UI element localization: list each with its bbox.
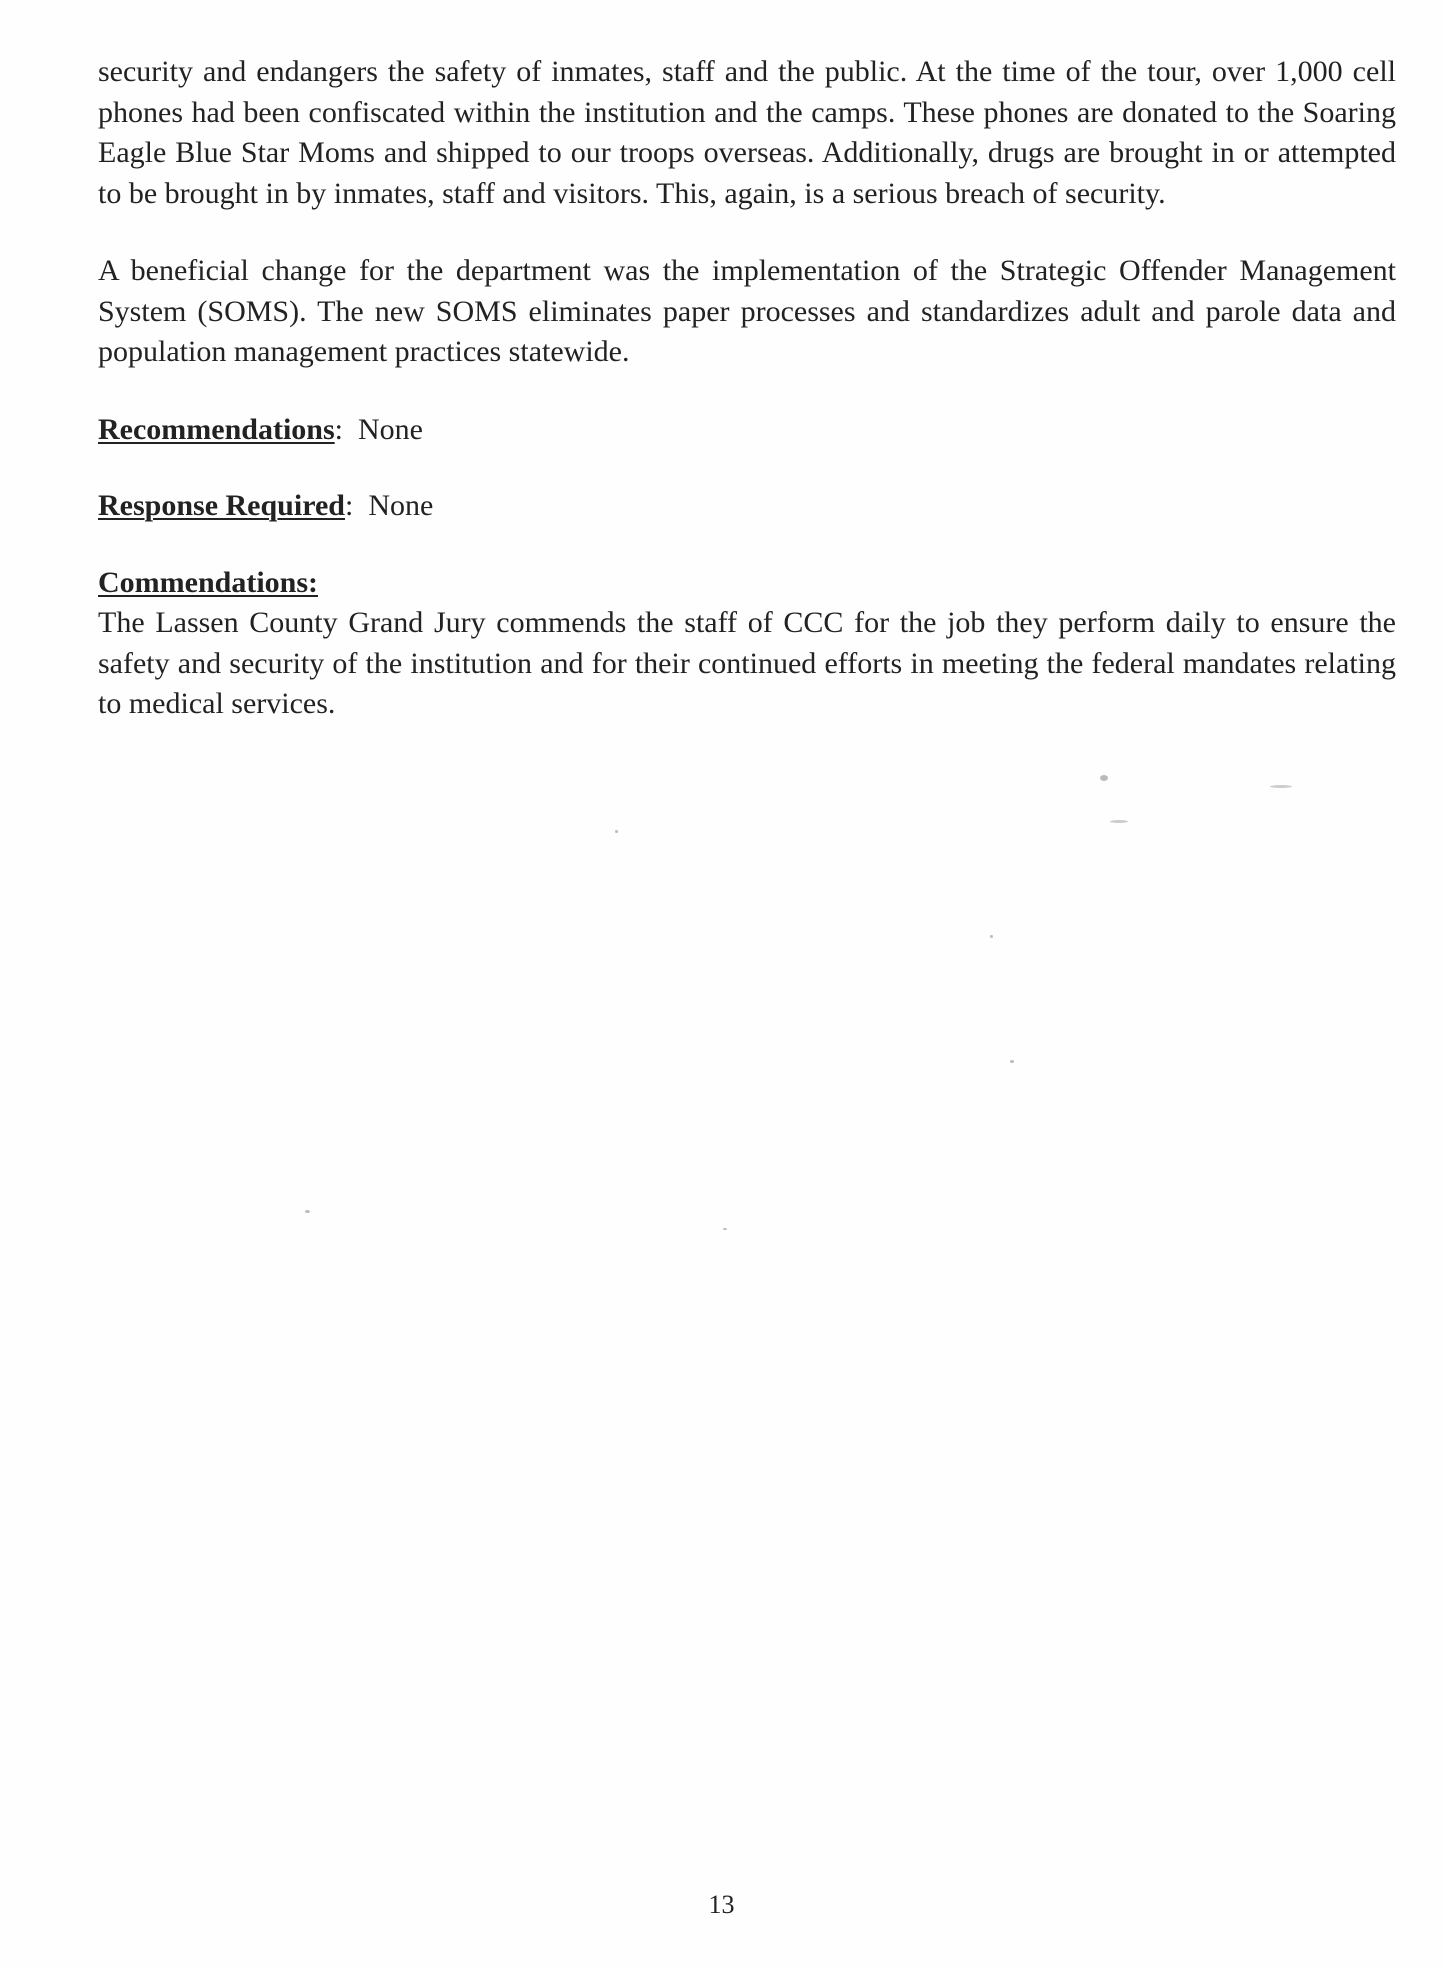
scan-speck xyxy=(723,1228,727,1230)
recommendations-line: Recommendations: None xyxy=(98,412,423,446)
scan-speck xyxy=(1100,775,1108,781)
scan-speck xyxy=(305,1210,310,1213)
commendations-text: The Lassen County Grand Jury commends the staff of CCC for the job they perform daily to ensure the safety and security of the institution and for their continued efforts in meeting the federal mandates relating to medical services. xyxy=(98,606,1396,720)
scan-speck xyxy=(615,830,618,833)
paragraph-security: security and endangers the safety of inmates, staff and the public. At the time of the tour, over 1,000 cell phones had been confiscated within the institution and the camps. These phones are donated to the Soaring Eagle Blue Star Moms and shipped to our troops overseas. Additionally, drugs are brought in or attempted to be brought in by inmates, staff and visitors. This, again, is a serious breach of security. xyxy=(98,55,1396,210)
recommendations-value: None xyxy=(358,412,423,446)
page-number: 13 xyxy=(708,1890,735,1919)
scan-speck xyxy=(1270,785,1292,788)
recommendations-label: Recommendations xyxy=(98,412,335,446)
response-required-line: Response Required: None xyxy=(98,489,434,522)
document-body xyxy=(98,52,1396,725)
commendations-heading-line xyxy=(98,563,1396,604)
scan-speck xyxy=(1010,1060,1014,1063)
response-required-label: Response Required xyxy=(98,489,345,522)
paragraph-soms: A beneficial change for the department was the implementation of the Strategic Offender Management System (SOMS). The new SOMS eliminates paper processes and standardizes adult and parole data and population management practices statewide. xyxy=(98,254,1396,368)
commendations-label: Commendations: xyxy=(98,565,319,599)
scan-speck xyxy=(990,935,993,938)
response-required-value: None xyxy=(368,489,434,522)
scan-speck xyxy=(1110,820,1128,823)
